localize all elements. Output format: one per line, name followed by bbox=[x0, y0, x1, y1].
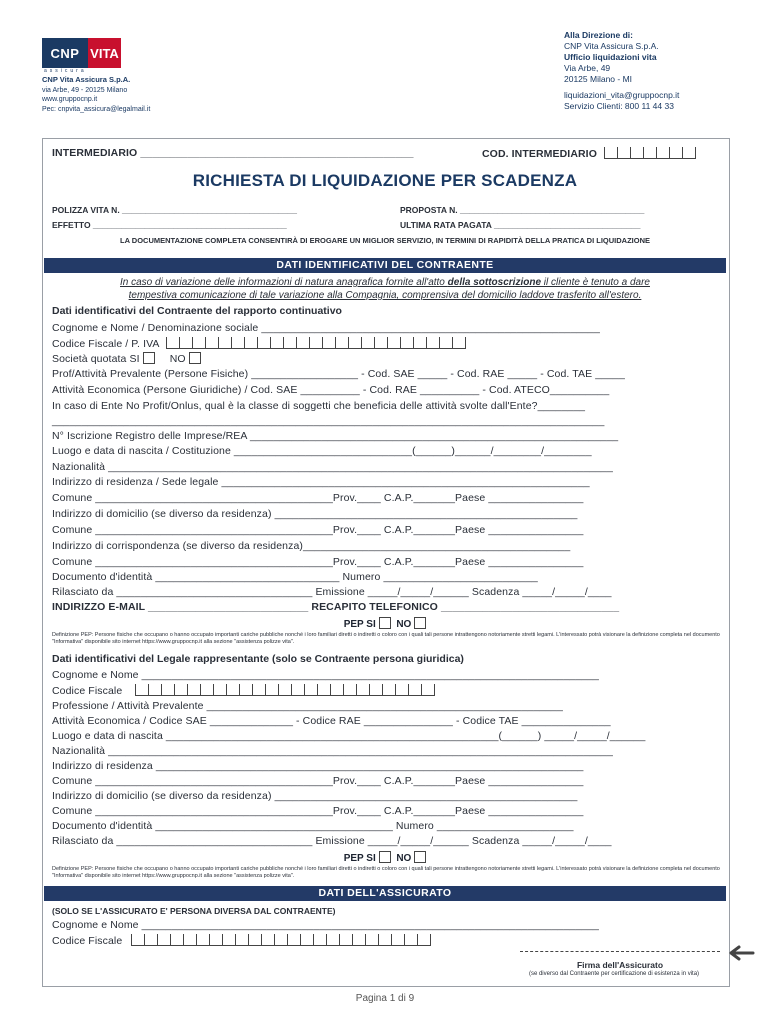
assicurato-codice-fiscale-label: Codice Fiscale bbox=[52, 935, 123, 947]
assicurato-subtitle: (SOLO SE L'ASSICURATO E' PERSONA DIVERSA DAL CONTRAENTE) bbox=[52, 906, 336, 916]
legale-section-title: Dati identificativi del Legale rappresentante (solo se Contraente persona giuridica) bbox=[52, 653, 464, 665]
cod-intermediario-field[interactable] bbox=[482, 147, 696, 162]
variation-note-line1 bbox=[42, 277, 728, 289]
nazionalita-field[interactable]: Nazionalità _____________________________________________________________________________________ bbox=[52, 461, 613, 473]
residenza-field[interactable]: Indirizzo di residenza / Sede legale ______________________________________________________________ bbox=[52, 476, 590, 488]
pep-definition-legale: Definizione PEP: Persone fisiche che occupano o hanno occupato importanti cariche pubbliche nonché i loro familiari diretti o indiretti o coloro con i quali tali persone intrattengono notoriamente stretti legami. L'interessato potrà visionare la definizione completa nel documento "Informativa" disponibile sito internet https://www.gruppocnp.it alla sezione "assistenza polizze vita". bbox=[52, 866, 720, 879]
cod-intermediario-label: COD. INTERMEDIARIO bbox=[482, 148, 597, 160]
legale-attivita-field[interactable]: Attività Economica / Codice SAE ______________ - Codice RAE _______________ - Codice TAE _______________ bbox=[52, 715, 611, 727]
documento-identita-field[interactable]: Documento d'identità _______________________________ Numero __________________________ bbox=[52, 571, 538, 583]
logo-subtitle: assicura bbox=[44, 68, 87, 74]
assicurato-codice-fiscale-field[interactable] bbox=[52, 934, 431, 949]
company-web: www.gruppocnp.it bbox=[42, 96, 98, 103]
variation-note-c: il cliente è tenuto a dare bbox=[541, 277, 650, 288]
documentation-notice: LA DOCUMENTAZIONE COMPLETA CONSENTIRÀ DI EROGARE UN MIGLIOR SERVIZIO, IN TERMINI DI RAPIDITÀ DELLA PRATICA DI LIQUIDAZIONE bbox=[120, 236, 650, 245]
cnp-vita-logo bbox=[42, 38, 121, 68]
effetto-field[interactable]: EFFETTO _________________________________________ bbox=[52, 220, 287, 230]
recipient-street: Via Arbe, 49 bbox=[564, 63, 611, 73]
pep-contraente-no-checkbox[interactable] bbox=[414, 617, 426, 629]
comune-corrispondenza-field[interactable]: Comune ________________________________________Prov.____ C.A.P._______Paese ________________ bbox=[52, 556, 584, 568]
codice-fiscale-field[interactable] bbox=[52, 337, 466, 352]
pep-legale-no-label: NO bbox=[396, 853, 412, 864]
page-title: RICHIESTA DI LIQUIDAZIONE PER SCADENZA bbox=[192, 171, 578, 190]
professione-field[interactable]: Prof/Attività Prevalente (Persone Fisiche) __________________ - Cod. SAE _____ - Cod. RAE _____ - Cod. TAE _____ bbox=[52, 368, 625, 380]
intermediario-label: INTERMEDIARIO ______________________________________________ bbox=[52, 147, 414, 159]
pep-definition-contraente: Definizione PEP: Persone fisiche che occupano o hanno occupato importanti cariche pubbliche nonché i loro familiari diretti o indiretti o coloro con i quali tali persone intrattengono notoriamente stretti legami. L'interessato potrà visionare la definizione completa nel documento "Informativa" disponibile sito internet https://www.gruppocnp.it alla sezione "assistenza polizze vita". bbox=[52, 632, 720, 645]
recipient-office: Ufficio liquidazioni vita bbox=[564, 52, 657, 62]
signature-note: (se diverso dal Contraente per certificazione di esistenza in vita) bbox=[528, 971, 700, 977]
recipient-label: Alla Direzione di: bbox=[564, 30, 633, 40]
recipient-company: CNP Vita Assicura S.p.A. bbox=[564, 41, 659, 51]
ultima-rata-field[interactable]: ULTIMA RATA PAGATA _______________________________ bbox=[400, 220, 641, 230]
contraente-section-title: Dati identificativi del Contraente del rapporto continuativo bbox=[52, 305, 342, 317]
recipient-service: Servizio Clienti: 800 11 44 33 bbox=[564, 101, 674, 111]
legale-residenza-field[interactable]: Indirizzo di residenza ________________________________________________________________________ bbox=[52, 760, 584, 772]
societa-quotata-field bbox=[52, 352, 201, 365]
signature-line[interactable] bbox=[520, 951, 720, 952]
company-pec: Pec: cnpvita_assicura@legalmail.it bbox=[42, 105, 151, 113]
codice-fiscale-label: Codice Fiscale / P. IVA bbox=[52, 338, 159, 350]
rilasciato-da-field[interactable]: Rilasciato da _________________________________ Emissione _____/_____/______ Scadenza _____/_____/____ bbox=[52, 586, 612, 598]
variation-note-b: della sottoscrizione bbox=[447, 277, 542, 288]
legale-documento-field[interactable]: Documento d'identità ________________________________________ Numero _______________________ bbox=[52, 820, 574, 832]
company-info bbox=[42, 75, 150, 114]
ente-no-profit-continuation[interactable]: _____________________________________________________________________________________________ bbox=[52, 415, 605, 427]
no-label: NO bbox=[169, 353, 186, 365]
recipient-address bbox=[564, 30, 679, 112]
legale-domicilio-field[interactable]: Indirizzo di domicilio (se diverso da residenza) ___________________________________________________ bbox=[52, 790, 578, 802]
assicurato-codice-fiscale-cells[interactable] bbox=[131, 934, 431, 949]
societa-quotata-label: Società quotata SI bbox=[52, 353, 140, 365]
pep-contraente bbox=[0, 617, 770, 630]
page-number: Pagina 1 di 9 bbox=[355, 993, 415, 1004]
pep-contraente-no-label: NO bbox=[396, 619, 412, 630]
legale-codice-fiscale-cells[interactable] bbox=[135, 684, 435, 699]
domicilio-field[interactable]: Indirizzo di domicilio (se diverso da residenza) ___________________________________________________ bbox=[52, 508, 578, 520]
legale-luogo-nascita-field[interactable]: Luogo e data di nascita ________________________________________________________(______) _____/_____/______ bbox=[52, 730, 646, 742]
assicurato-cognome-field[interactable]: Cognome e Nome _____________________________________________________________________________ bbox=[52, 919, 599, 931]
recipient-city: 20125 Milano - MI bbox=[564, 74, 633, 84]
legale-professione-field[interactable]: Professione / Attività Prevalente ____________________________________________________________ bbox=[52, 700, 563, 712]
arrow-left-icon bbox=[727, 945, 755, 961]
pep-legale bbox=[0, 851, 770, 864]
section-bar-assicurato: DATI DELL'ASSICURATO bbox=[44, 886, 726, 901]
attivita-economica-field[interactable]: Attività Economica (Persone Giuridiche) / Cod. SAE __________ - Cod. RAE __________ - Cod. ATECO__________ bbox=[52, 384, 610, 396]
legale-comune-residenza-field[interactable]: Comune ________________________________________Prov.____ C.A.P._______Paese ________________ bbox=[52, 775, 584, 787]
logo-cnp: CNP bbox=[42, 38, 88, 68]
variation-note-line2: tempestiva comunicazione di tale variazione alla Compagnia, comprensiva del domicilio laddove trasferito all'estero. bbox=[128, 290, 642, 301]
cod-intermediario-cells[interactable] bbox=[604, 147, 696, 162]
company-name: CNP Vita Assicura S.p.A. bbox=[42, 75, 131, 84]
ente-no-profit-field[interactable]: In caso di Ente No Profit/Onlus, qual è la classe di soggetti che beneficia delle attività svolte dall'Ente?________ bbox=[52, 400, 586, 412]
pep-legale-label: PEP SI bbox=[343, 853, 376, 864]
corrispondenza-field[interactable]: Indirizzo di corrispondenza (se diverso da residenza)_____________________________________________ bbox=[52, 540, 571, 552]
pep-contraente-si-checkbox[interactable] bbox=[379, 617, 391, 629]
legale-nazionalita-field[interactable]: Nazionalità _____________________________________________________________________________________ bbox=[52, 745, 613, 757]
si-checkbox[interactable] bbox=[143, 352, 155, 364]
comune-residenza-field[interactable]: Comune ________________________________________Prov.____ C.A.P._______Paese ________________ bbox=[52, 492, 584, 504]
registro-imprese-field[interactable]: N° Iscrizione Registro delle Imprese/REA ______________________________________________________________ bbox=[52, 430, 619, 442]
comune-domicilio-field[interactable]: Comune ________________________________________Prov.____ C.A.P._______Paese ________________ bbox=[52, 524, 584, 536]
legale-rilasciato-field[interactable]: Rilasciato da _________________________________ Emissione _____/_____/______ Scadenza _____/_____/____ bbox=[52, 835, 612, 847]
section-bar-contraente: DATI IDENTIFICATIVI DEL CONTRAENTE bbox=[44, 258, 726, 273]
legale-comune-domicilio-field[interactable]: Comune ________________________________________Prov.____ C.A.P._______Paese ________________ bbox=[52, 805, 584, 817]
signature-label: Firma dell'Assicurato bbox=[576, 960, 664, 970]
cognome-nome-field[interactable]: Cognome e Nome / Denominazione sociale _________________________________________________________ bbox=[52, 322, 600, 334]
logo-vita: VITA bbox=[88, 38, 121, 68]
pep-legale-si-checkbox[interactable] bbox=[379, 851, 391, 863]
proposta-field[interactable]: PROPOSTA N. _______________________________________ bbox=[400, 205, 645, 215]
codice-fiscale-cells[interactable] bbox=[166, 337, 466, 352]
legale-codice-fiscale-label: Codice Fiscale bbox=[52, 685, 123, 697]
variation-note-a: In caso di variazione delle informazioni di natura anagrafica fornite all'atto bbox=[120, 277, 448, 288]
company-address: via Arbe, 49 - 20125 Milano bbox=[42, 86, 128, 94]
legale-codice-fiscale-field[interactable] bbox=[52, 684, 435, 699]
legale-cognome-field[interactable]: Cognome e Nome _____________________________________________________________________________ bbox=[52, 669, 599, 681]
pep-contraente-label: PEP SI bbox=[343, 619, 376, 630]
pep-legale-no-checkbox[interactable] bbox=[414, 851, 426, 863]
email-telefono-field[interactable]: INDIRIZZO E-MAIL ___________________________ RECAPITO TELEFONICO ______________________________ bbox=[52, 601, 620, 613]
luogo-data-nascita-field[interactable]: Luogo e data di nascita / Costituzione ______________________________(______)______/________/________ bbox=[52, 445, 592, 457]
no-checkbox[interactable] bbox=[189, 352, 201, 364]
intermediario-field[interactable] bbox=[52, 147, 414, 159]
polizza-field[interactable]: POLIZZA VITA N. _____________________________________ bbox=[52, 205, 297, 215]
recipient-email: liquidazioni_vita@gruppocnp.it bbox=[564, 90, 680, 100]
